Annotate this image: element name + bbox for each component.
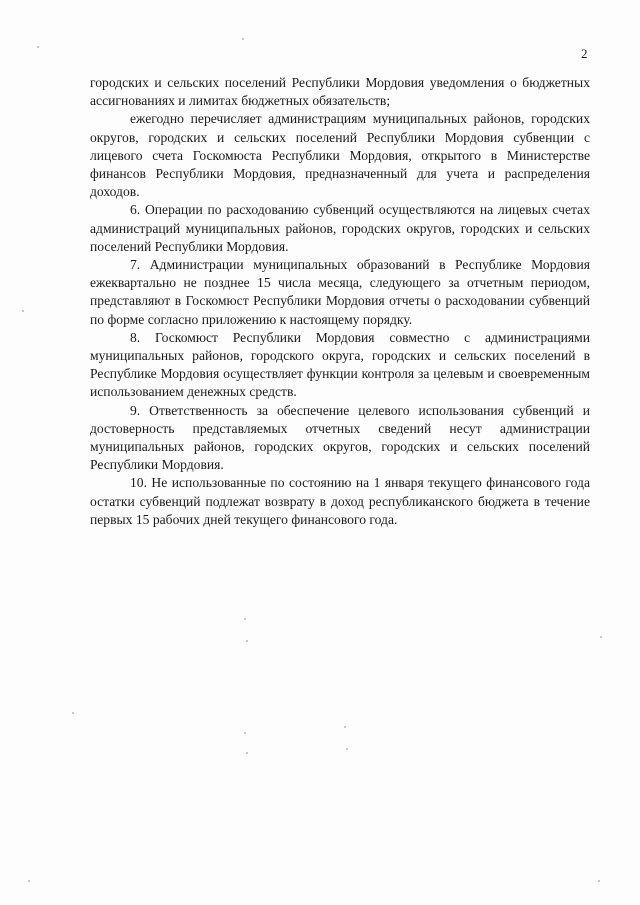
scan-speck [72,712,74,714]
scan-speck [598,880,600,882]
paragraph-notification-tail: городских и сельских поселений Республики Мордовия уведомления о бюджетных ассигнованиях и лимитах бюджетных обязательств; [90,75,590,109]
scan-speck [37,46,39,48]
scan-speck [28,880,30,882]
scan-speck [246,640,248,642]
paragraph-item-10: 10. Не использованные по состоянию на 1 января текущего финансового года остатки субвенций подлежат возврату в доход республиканского бюджета в течение первых 15 рабочих дней текущего финансового года. [90,475,590,527]
paragraph-item-9: 9. Ответственность за обеспечение целевого использования субвенций и достоверность представляемых отчетных сведений несут администрации муниципальных районов, городских округов, городских и сельских поселений Республики Мордовия. [90,402,590,473]
scan-speck [244,732,246,734]
scan-speck [344,726,346,728]
scan-speck [244,618,246,620]
scan-speck [22,310,24,312]
scan-speck [346,748,348,750]
paragraph-item-6: 6. Операции по расходованию субвенций осуществляются на лицевых счетах администраций муниципальных районов, городских округов, городских и сельских поселений Республики Мордовия. [90,202,590,254]
scan-speck [600,636,602,638]
paragraph-item-7: 7. Администрации муниципальных образований в Республике Мордовия ежеквартально не позднее 15 числа месяца, следующего за отчетным периодом, представляют в Госкомюст Республики Мордовия отчеты о расходовании субвенций по форме согласно приложению к настоящему порядку. [90,257,590,327]
scan-speck [242,38,244,40]
scan-speck [246,752,248,754]
document-body [90,74,590,529]
page-number: 2 [581,46,588,61]
paragraph-annual-transfer: ежегодно перечисляет администрациям муниципальных районов, городских округов, городских и сельских поселений Республики Мордовия субвенции с лицевого счета Госкомюста Республики Мордовия, открытого в Министерстве финансов Республики Мордовия, предназначенный для учета и распределения доходов. [90,111,590,200]
paragraph-item-8: 8. Госкомюст Республики Мордовия совместно с администрациями муниципальных районов, городского округа, городских и сельских поселений в Республике Мордовия осуществляет функции контроля за целевым и своевременным использованием денежных средств. [90,329,590,400]
